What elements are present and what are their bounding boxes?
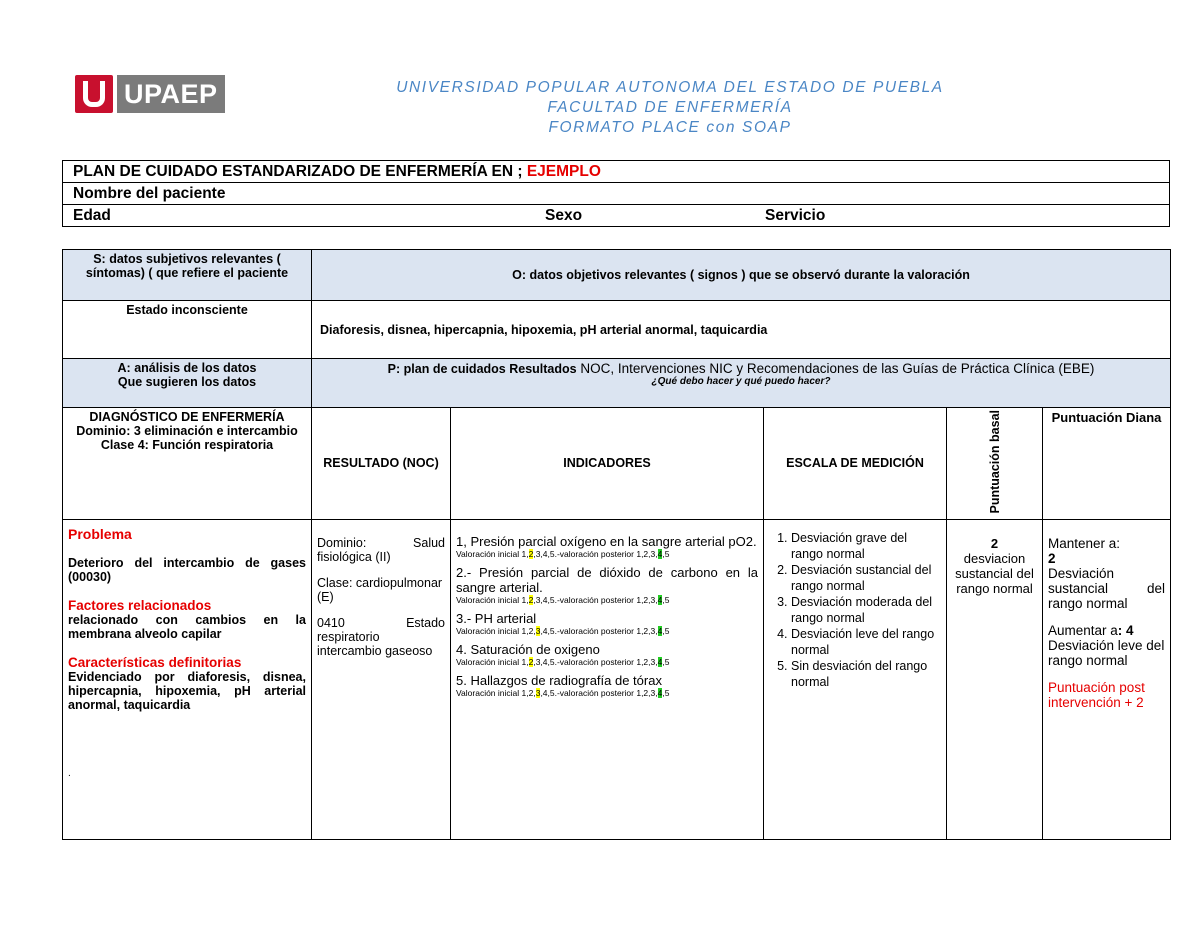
indicator-item bbox=[456, 565, 758, 605]
university-name: UNIVERSIDAD POPULAR AUTONOMA DEL ESTADO DE PUEBLA bbox=[396, 79, 944, 96]
noc-cell bbox=[312, 519, 451, 839]
plan-title-cell bbox=[63, 161, 1170, 183]
p-header bbox=[312, 359, 1171, 408]
indicator-text: 3.- PH arterial bbox=[456, 610, 537, 626]
scale-cell bbox=[764, 519, 947, 839]
indicators-cell bbox=[451, 519, 764, 839]
characteristics-label: Características definitorias bbox=[68, 654, 242, 670]
indicator-rating: Valoración inicial 1,2,3,4,5.-valoración posterior 1,2,3,4,5 bbox=[456, 656, 670, 667]
faculty-name: FACULTAD DE ENFERMERÍA bbox=[547, 99, 793, 116]
diagnosis-dot: . bbox=[68, 767, 71, 779]
factors-text: relacionado con cambios en la membrana alveolo capilar bbox=[68, 612, 306, 641]
result-header: RESULTADO (NOC) bbox=[312, 408, 451, 520]
patient-name-label: Nombre del paciente bbox=[63, 183, 1170, 205]
indicator-rating: Valoración inicial 1,2,3,4,5.-valoración posterior 1,2,3,4,5 bbox=[456, 548, 670, 559]
a-header-line1: A: análisis de los datos bbox=[117, 361, 257, 375]
diagnosis-title: DIAGNÓSTICO DE ENFERMERÍA bbox=[89, 410, 285, 424]
diagnosis-header bbox=[63, 408, 312, 520]
factors-label: Factores relacionados bbox=[68, 597, 212, 613]
diagnosis-class: Clase 4: Función respiratoria bbox=[100, 438, 274, 452]
increase-text: Desviación leve del rango normal bbox=[1048, 637, 1165, 668]
indicators-header: INDICADORES bbox=[451, 408, 764, 520]
maintain-label: Mantener a: bbox=[1048, 535, 1121, 551]
indicator-text: 4. Saturación de oxigeno bbox=[456, 641, 600, 657]
target-cell bbox=[1043, 519, 1171, 839]
scale-list bbox=[769, 530, 941, 690]
maintain-value: 2 bbox=[1048, 550, 1056, 566]
upaep-logo bbox=[75, 75, 225, 113]
indicator-item bbox=[456, 611, 758, 636]
increase-value: 4 bbox=[1126, 622, 1134, 638]
plan-title-highlight: EJEMPLO bbox=[526, 162, 601, 180]
scale-item: 4. Desviación leve del rango normal bbox=[791, 626, 941, 658]
format-name: FORMATO PLACE con SOAP bbox=[548, 119, 792, 136]
upaep-logo-text: UPAEP bbox=[117, 75, 225, 113]
document-header bbox=[340, 78, 1000, 138]
indicator-rating: Valoración inicial 1,2,3,4,5.-valoración posterior 1,2,3,4,5 bbox=[456, 594, 670, 605]
indicator-text: 1, Presión parcial oxígeno en la sangre arterial pO2. bbox=[456, 533, 757, 549]
diagnosis-domain: Dominio: 3 eliminación e intercambio bbox=[76, 424, 298, 438]
diagnosis-cell bbox=[63, 519, 312, 839]
scale-item: 5. Sin desviación del rango normal bbox=[791, 658, 941, 690]
plan-title: PLAN DE CUIDADO ESTANDARIZADO DE ENFERMERÍA EN ; bbox=[73, 162, 527, 180]
age-label: Edad bbox=[63, 205, 536, 227]
indicator-item bbox=[456, 673, 758, 698]
indicator-text: 5. Hallazgos de radiografía de tórax bbox=[456, 672, 662, 688]
p-subheader: ¿Qué debo hacer y qué puedo hacer? bbox=[651, 376, 831, 387]
problem-label: Problema bbox=[68, 525, 132, 542]
indicator-item bbox=[456, 534, 758, 559]
s-header: S: datos subjetivos relevantes ( síntomas) ( que refiere el paciente bbox=[63, 250, 312, 301]
o-header: O: datos objetivos relevantes ( signos ) que se observó durante la valoración bbox=[312, 250, 1171, 301]
noc-class: Clase: cardiopulmonar (E) bbox=[317, 575, 443, 604]
baseline-cell bbox=[947, 519, 1043, 839]
indicator-rating: Valoración inicial 1,2,3,4,5.-valoración posterior 1,2,3,4,5 bbox=[456, 687, 670, 698]
upaep-logo-mark bbox=[75, 75, 113, 113]
characteristics-text: Evidenciado por diaforesis, disnea, hipercapnia, hipoxemia, pH arterial anormal, taquicardia bbox=[68, 669, 306, 712]
scale-item: 1. Desviación grave del rango normal bbox=[791, 530, 941, 562]
baseline-value: 2 bbox=[990, 535, 999, 551]
p-header-bold: P: plan de cuidados Resultados bbox=[387, 362, 577, 376]
service-label: Servicio bbox=[755, 205, 1170, 227]
scale-item: 2. Desviación sustancial del rango normal bbox=[791, 562, 941, 594]
care-plan-table bbox=[62, 249, 1171, 840]
maintain-text: Desviación sustancial del rango normal bbox=[1048, 565, 1166, 611]
scale-header: ESCALA DE MEDICIÓN bbox=[764, 408, 947, 520]
s-value: Estado inconsciente bbox=[63, 301, 312, 359]
p-header-rest: NOC, Intervenciones NIC y Recomendaciones de las Guías de Práctica Clínica (EBE) bbox=[576, 361, 1095, 376]
indicator-text: 2.- Presión parcial de dióxido de carbono en la sangre arterial. bbox=[456, 564, 758, 595]
target-header: Puntuación Diana bbox=[1043, 408, 1171, 520]
baseline-header-cell bbox=[947, 408, 1043, 520]
sex-label: Sexo bbox=[535, 205, 755, 227]
scale-item: 3. Desviación moderada del rango normal bbox=[791, 594, 941, 626]
indicator-rating: Valoración inicial 1,2,3,4,5.-valoración posterior 1,2,3,4,5 bbox=[456, 625, 670, 636]
patient-info-table bbox=[62, 160, 1170, 227]
problem-text: Deterioro del intercambio de gases (00030) bbox=[68, 555, 306, 584]
noc-domain: Dominio: Salud fisiológica (II) bbox=[317, 535, 445, 564]
noc-code: 0410 Estado respiratorio intercambio gaseoso bbox=[317, 615, 445, 658]
o-value: Diaforesis, disnea, hipercapnia, hipoxemia, pH arterial anormal, taquicardia bbox=[312, 301, 1171, 359]
indicator-item bbox=[456, 642, 758, 667]
post-intervention-text: Puntuación post intervención + 2 bbox=[1048, 679, 1145, 710]
increase-line: Aumentar a: 4 bbox=[1048, 622, 1134, 638]
increase-label: Aumentar a bbox=[1048, 622, 1118, 638]
a-header bbox=[63, 359, 312, 408]
baseline-header: Puntuación basal bbox=[987, 410, 1002, 514]
a-header-line2: Que sugieren los datos bbox=[117, 375, 257, 389]
baseline-text: desviacion sustancial del rango normal bbox=[955, 550, 1034, 596]
